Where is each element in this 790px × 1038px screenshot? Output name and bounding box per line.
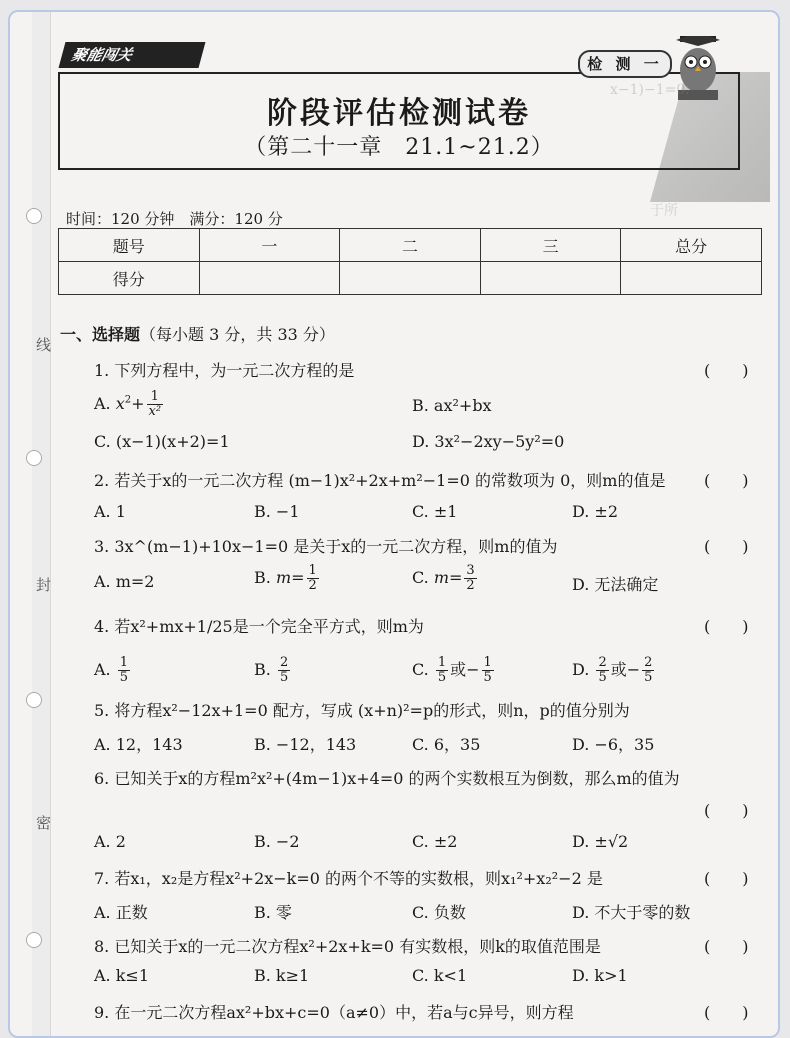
- answer-blank[interactable]: ( ): [704, 361, 749, 380]
- binding-hole: [26, 450, 42, 466]
- option-d[interactable]: D. 无法确定: [572, 575, 659, 594]
- answer-blank[interactable]: ( ): [704, 869, 749, 888]
- binding-hole: [26, 208, 42, 224]
- score-table: [58, 228, 762, 295]
- bleed-text: 于所: [650, 203, 678, 219]
- option-b[interactable]: B. −2: [254, 832, 300, 851]
- section-title: 一、选择题: [60, 325, 141, 344]
- binding-hole: [26, 932, 42, 948]
- option-b[interactable]: B. k≥1: [254, 966, 310, 985]
- option-c[interactable]: C. k<1: [412, 966, 468, 985]
- option-d[interactable]: D. 3x²−2xy−5y²=0: [412, 432, 565, 451]
- binding-hole: [26, 692, 42, 708]
- question-stem: 4. 若x²+mx+1/25是一个完全平方式，则m为: [94, 617, 424, 636]
- option-c[interactable]: C. m= $\frac{3}{2}$: [412, 563, 475, 593]
- question-stem: 3. 3x^(m−1)+10x−1=0 是关于x的一元二次方程，则m的值为: [94, 537, 558, 556]
- margin-char-xian: 线: [36, 336, 52, 354]
- score-cell: 题号: [59, 229, 200, 262]
- option-b[interactable]: B. m= $\frac{1}{2}$: [254, 563, 317, 593]
- option-c[interactable]: C. $\frac{1}{5}$ 或− $\frac{1}{5}$: [412, 655, 492, 685]
- option-d[interactable]: D. ±√2: [572, 832, 629, 851]
- option-c[interactable]: C. 负数: [412, 903, 466, 922]
- option-b[interactable]: B. −1: [254, 502, 300, 521]
- option-a[interactable]: A. m=2: [94, 572, 155, 591]
- answer-blank[interactable]: ( ): [704, 937, 749, 956]
- score-cell: 得分: [59, 262, 200, 295]
- option-b[interactable]: B. 零: [254, 903, 292, 922]
- exam-page: [8, 10, 780, 1038]
- option-b[interactable]: B. ax²+bx: [412, 396, 492, 415]
- answer-blank[interactable]: ( ): [704, 1003, 749, 1022]
- test-badge: 检 测 一: [578, 50, 672, 78]
- option-a[interactable]: A. $x^2+$ $\frac{1}{\text{x²}}$: [94, 389, 162, 419]
- option-c[interactable]: C. ±2: [412, 832, 458, 851]
- binding-margin: [32, 12, 51, 1036]
- margin-char-mi: 密: [36, 814, 52, 832]
- option-b[interactable]: B. $\frac{2}{5}$: [254, 655, 289, 685]
- section-note: （每小题 3 分，共 33 分）: [140, 325, 335, 344]
- score-input-cell[interactable]: [340, 262, 481, 295]
- question-stem: 5. 将方程x²−12x+1=0 配方，写成 (x+n)²=p的形式，则n，p的值分别为: [94, 701, 630, 720]
- question-stem: 2. 若关于x的一元二次方程 (m−1)x²+2x+m²−1=0 的常数项为 0，则m的值是: [94, 471, 666, 490]
- section-heading: [60, 322, 335, 345]
- question-stem: 7. 若x₁，x₂是方程x²+2x−k=0 的两个不等的实数根，则x₁²+x₂²−2 是: [94, 869, 603, 888]
- option-a[interactable]: A. 正数: [94, 903, 148, 922]
- score-cell: 二: [340, 229, 481, 262]
- option-d[interactable]: D. $\frac{2}{5}$ 或− $\frac{2}{5}$: [572, 655, 653, 685]
- score-input-cell[interactable]: [480, 262, 621, 295]
- score-cell: 总分: [621, 229, 762, 262]
- option-a[interactable]: A. 12，143: [94, 735, 183, 754]
- option-c[interactable]: C. (x−1)(x+2)=1: [94, 432, 230, 451]
- answer-blank[interactable]: ( ): [704, 471, 749, 490]
- question-stem: 1. 下列方程中，为一元二次方程的是: [94, 361, 355, 380]
- option-d[interactable]: D. ±2: [572, 502, 619, 521]
- brand-label: 聚能闯关: [59, 42, 206, 68]
- page-subtitle: （第二十一章 21.1~21.2）: [244, 135, 554, 160]
- option-a[interactable]: A. 2: [94, 832, 126, 851]
- margin-char-feng: 封: [36, 576, 52, 594]
- score-input-cell[interactable]: [621, 262, 762, 295]
- answer-blank[interactable]: ( ): [704, 537, 749, 556]
- score-table-score-row: [59, 262, 762, 295]
- score-input-cell[interactable]: [199, 262, 340, 295]
- exam-time-info: 时间：120 分钟 满分：120 分: [66, 210, 283, 228]
- option-d[interactable]: D. −6，35: [572, 735, 655, 754]
- option-a[interactable]: A. $\frac{1}{5}$: [94, 655, 129, 685]
- answer-blank[interactable]: ( ): [704, 617, 749, 636]
- question-stem: 9. 在一元二次方程ax²+bx+c=0（a≠0）中，若a与c异号，则方程: [94, 1003, 574, 1022]
- question-stem: 6. 已知关于x的方程m²x²+(4m−1)x+4=0 的两个实数根互为倒数，那么m的值为: [94, 769, 680, 788]
- bleed-text: x−1)−1=0.: [610, 82, 690, 98]
- question-stem: 8. 已知关于x的一元二次方程x²+2x+k=0 有实数根，则k的取值范围是: [94, 937, 601, 956]
- option-a[interactable]: A. 1: [94, 502, 126, 521]
- score-table-header-row: [59, 229, 762, 262]
- option-d[interactable]: D. k>1: [572, 966, 628, 985]
- option-a[interactable]: A. k≤1: [94, 966, 150, 985]
- score-cell: 一: [199, 229, 340, 262]
- option-b[interactable]: B. −12，143: [254, 735, 357, 754]
- page-title: 阶段评估检测试卷: [267, 96, 531, 131]
- option-c[interactable]: C. ±1: [412, 502, 458, 521]
- option-d[interactable]: D. 不大于零的数: [572, 903, 691, 922]
- option-c[interactable]: C. 6，35: [412, 735, 481, 754]
- score-cell: 三: [480, 229, 621, 262]
- answer-blank[interactable]: ( ): [704, 801, 749, 820]
